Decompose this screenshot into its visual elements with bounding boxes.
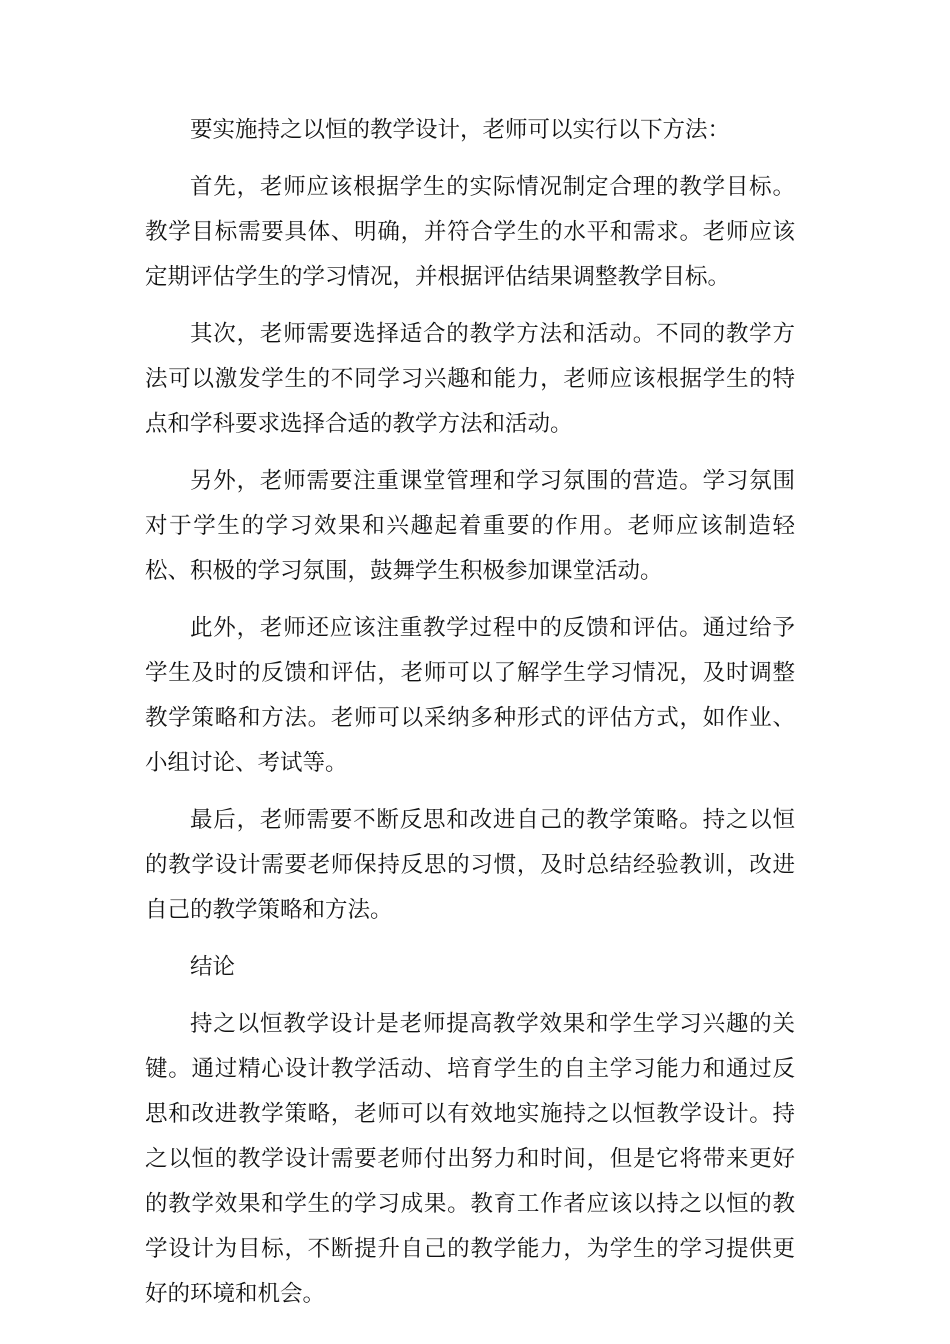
paragraph-first: 首先，老师应该根据学生的实际情况制定合理的教学目标。教学目标需要具体、明确，并符合学生的水平和需求。老师应该定期评估学生的学习情况，并根据评估结果调整教学目标。: [145, 174, 795, 290]
document-body: [145, 108, 795, 1329]
paragraph-third: 另外，老师需要注重课堂管理和学习氛围的营造。学习氛围对于学生的学习效果和兴趣起着重要的作用。老师应该制造轻松、积极的学习氛围，鼓舞学生积极参加课堂活动。: [145, 468, 795, 584]
conclusion-heading: 结论: [190, 954, 236, 980]
paragraph-second: 其次，老师需要选择适合的教学方法和活动。不同的教学方法可以激发学生的不同学习兴趣和能力，老师应该根据学生的特点和学科要求选择合适的教学方法和活动。: [145, 321, 795, 437]
paragraph-last: 最后，老师需要不断反思和改进自己的教学策略。持之以恒的教学设计需要老师保持反思的习惯，及时总结经验教训，改进自己的教学策略和方法。: [145, 807, 795, 923]
conclusion-paragraph: 持之以恒教学设计是老师提高教学效果和学生学习兴趣的关键。通过精心设计教学活动、培育学生的自主学习能力和通过反思和改进教学策略，老师可以有效地实施持之以恒教学设计。持之以恒的教学设计需要老师付出努力和时间，但是它将带来更好的教学效果和学生的学习成果。教育工作者应该以持之以恒的教学设计为目标，不断提升自己的教学能力，为学生的学习提供更好的环境和机会。: [145, 1011, 795, 1307]
paragraph-intro: 要实施持之以恒的教学设计，老师可以实行以下方法：: [190, 117, 731, 143]
paragraph-fourth: 此外，老师还应该注重教学过程中的反馈和评估。通过给予学生及时的反馈和评估，老师可以了解学生学习情况，及时调整教学策略和方法。老师可以采纳多种形式的评估方式，如作业、小组讨论、考试等。: [145, 615, 795, 776]
